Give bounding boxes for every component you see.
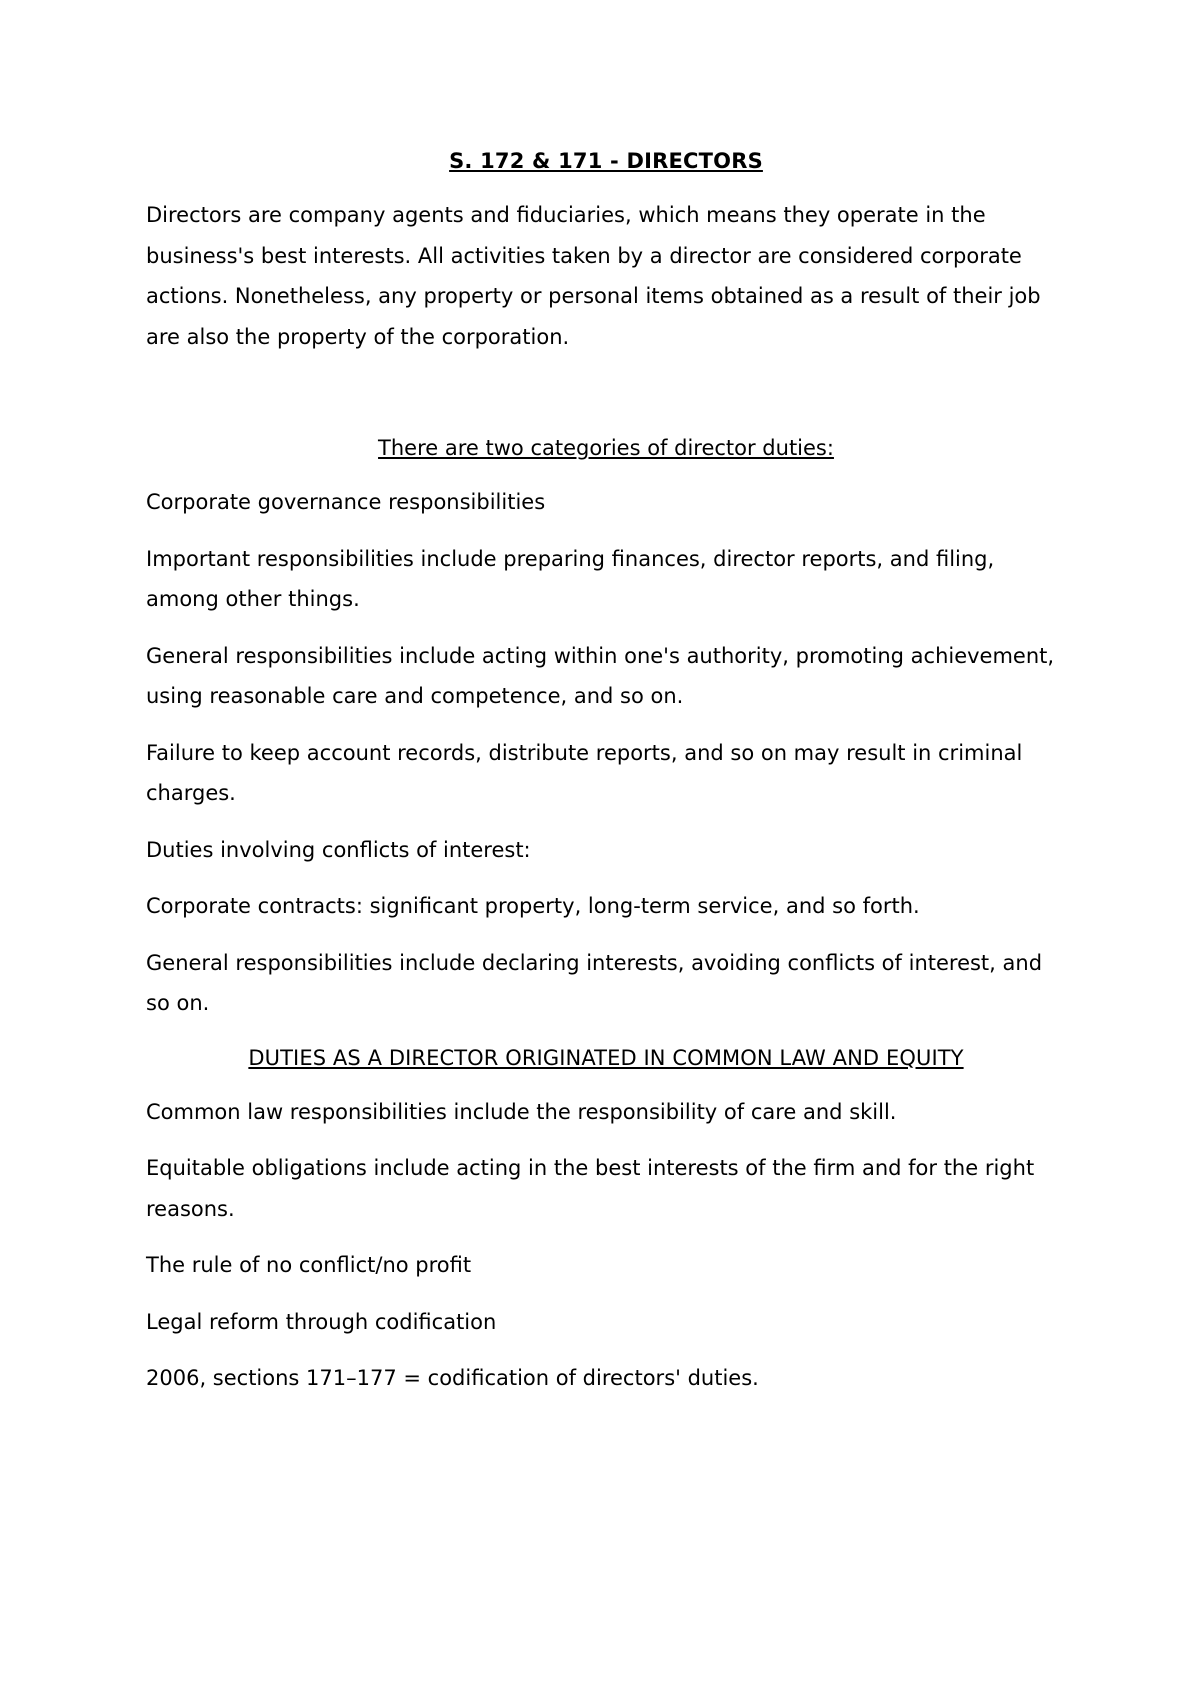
- document-title: S. 172 & 171 - DIRECTORS: [449, 149, 763, 173]
- paragraph: Corporate governance responsibilities: [146, 490, 546, 514]
- document-body: [146, 143, 1066, 1399]
- paragraph: Duties involving conflicts of interest:: [146, 837, 531, 862]
- paragraph: Equitable obligations include acting in the best interests of the firm and for the right reasons.: [146, 1156, 1035, 1221]
- paragraph: 2006, sections 171–177 = codification of directors' duties.: [146, 1366, 759, 1390]
- intro-paragraph: Directors are company agents and fiduciaries, which means they operate in the business's best interests. All activities taken by a director are considered corporate actions. Nonetheless, any property or personal items obtained as a result of their job are also the property of the corporation.: [146, 203, 1041, 349]
- paragraph: The rule of no conflict/no profit: [146, 1253, 472, 1277]
- section-heading-common-law-equity: DUTIES AS A DIRECTOR ORIGINATED IN COMMON LAW AND EQUITY: [248, 1045, 964, 1070]
- paragraph: Legal reform through codification: [146, 1309, 497, 1334]
- paragraph: Important responsibilities include preparing finances, director reports, and filing, among other things.: [146, 546, 995, 611]
- paragraph: General responsibilities include declaring interests, avoiding conflicts of interest, and so on.: [146, 950, 1043, 1015]
- paragraph: Corporate contracts: significant property, long-term service, and so forth.: [146, 894, 920, 918]
- paragraph: Common law responsibilities include the responsibility of care and skill.: [146, 1099, 897, 1124]
- paragraph: General responsibilities include acting within one's authority, promoting achievement, using reasonable care and competence, and so on.: [146, 643, 1055, 708]
- section-heading-duty-categories: There are two categories of director duties:: [378, 436, 834, 460]
- paragraph: Failure to keep account records, distribute reports, and so on may result in criminal charges.: [146, 740, 1023, 805]
